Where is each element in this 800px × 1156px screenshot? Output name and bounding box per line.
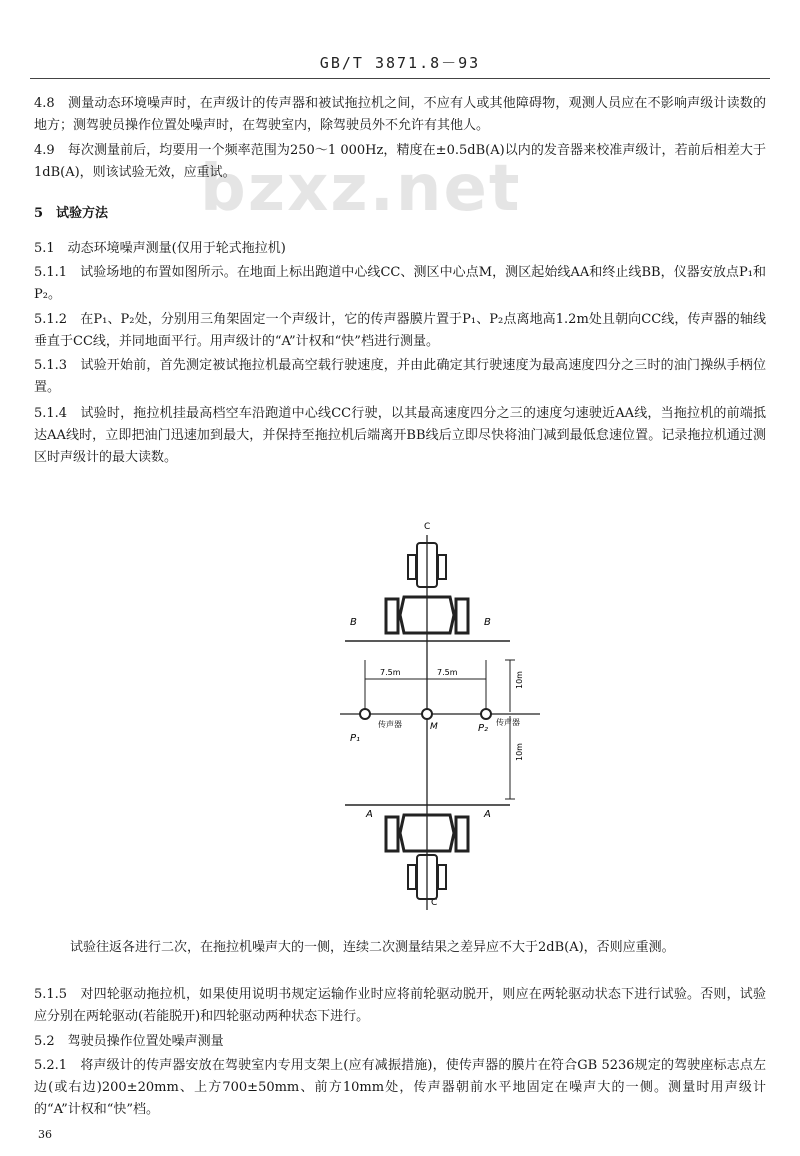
test-site-figure [300, 515, 560, 915]
label-m: M [430, 722, 438, 732]
point-m [422, 709, 432, 719]
mic-left-label: 传声器 [378, 720, 402, 729]
label-b-right: B [484, 617, 491, 628]
section-5-1-heading: 5.1 动态环境噪声测量(仅用于轮式拖拉机) [34, 241, 286, 256]
watermark: bzxz.net [200, 152, 522, 226]
page-number: 36 [38, 1128, 52, 1141]
label-a-left: A [366, 809, 373, 820]
label-c-top: C [424, 522, 431, 532]
section-5-heading: 5 试验方法 [34, 206, 109, 221]
point-p2 [481, 709, 491, 719]
paragraph-5-2-1: 5.2.1 将声级计的传声器安放在驾驶室内专用支架上(应有减振措施)，使传声器的膜片在符合GB 5236规定的驾驶座标志点左边(或右边)200±20mm、上方700±50mm、前方10mm处，传声器朝前水平地固定在噪声大的一侧。测量时用声级计的“A”计权和“快”档。 [34, 1058, 766, 1117]
paragraph-5-1-5: 5.1.5 对四轮驱动拖拉机，如果使用说明书规定运输作业时应将前轮驱动脱开，则应在两轮驱动状态下进行试验。否则，试验应分别在两轮驱动(若能脱开)和四轮驱动两种状态下进行。 [34, 987, 766, 1024]
standard-header: GB/T 3871.8－93 [319, 54, 481, 72]
label-p1: P₁ [350, 733, 361, 744]
label-p2: P₂ [478, 723, 489, 734]
dim-left-label: 7.5m [380, 668, 401, 677]
paragraph-5-1-4: 5.1.4 试验时，拖拉机挂最高档空车沿跑道中心线CC行驶，以其最高速度四分之三的速度匀速驶近AA线，当拖拉机的前端抵达AA线时，立即把油门迅速加到最大，并保持至拖拉机后端离开BB线后立即尽快将油门减到最低怠速位置。记录拖拉机通过测区时声级计的最大读数。 [34, 406, 766, 465]
label-c-bottom: C [431, 898, 438, 908]
paragraph-4-9: 4.9 每次测量前后，均要用一个频率范围为250～1 000Hz，精度在±0.5dB(A)以内的发音器来校准声级计，若前后相差大于1dB(A)，则该试验无效，应重试。 [34, 143, 766, 180]
paragraph-5-1-1: 5.1.1 试验场地的布置如图所示。在地面上标出跑道中心线CC、测区中心点M，测区起始线AA和终止线BB，仪器安放点P₁和P₂。 [34, 265, 766, 302]
dim-right-label: 7.5m [437, 668, 458, 677]
dim-top-label: 10m [515, 671, 524, 689]
point-p1 [360, 709, 370, 719]
paragraph-repeat-test: 试验往返各进行二次，在拖拉机噪声大的一侧，连续二次测量结果之差异应不大于2dB(A)，否则应重测。 [70, 940, 675, 955]
section-5-2-heading: 5.2 驾驶员操作位置处噪声测量 [34, 1034, 224, 1049]
paragraph-5-1-2: 5.1.2 在P₁、P₂处，分别用三角架固定一个声级计，它的传声器膜片置于P₁、P₂点离地高1.2m处且朝向CC线，传声器的轴线垂直于CC线，并同地面平行。用声级计的“A”计权和“快”档进行测量。 [34, 312, 766, 349]
paragraph-4-8: 4.8 测量动态环境噪声时，在声级计的传声器和被试拖拉机之间，不应有人或其他障碍物，观测人员应在不影响声级计读数的地方；测驾驶员操作位置处噪声时，在驾驶室内，除驾驶员外不允许有其他人。 [34, 96, 766, 133]
label-a-right: A [484, 809, 491, 820]
header-rule [30, 78, 770, 79]
paragraph-5-1-3: 5.1.3 试验开始前，首先测定被试拖拉机最高空载行驶速度，并由此确定其行驶速度为最高速度四分之三时的油门操纵手柄位置。 [34, 358, 766, 395]
mic-right-label: 传声器 [496, 718, 520, 727]
dim-bottom-label: 10m [515, 743, 524, 761]
label-b-left: B [350, 617, 357, 628]
